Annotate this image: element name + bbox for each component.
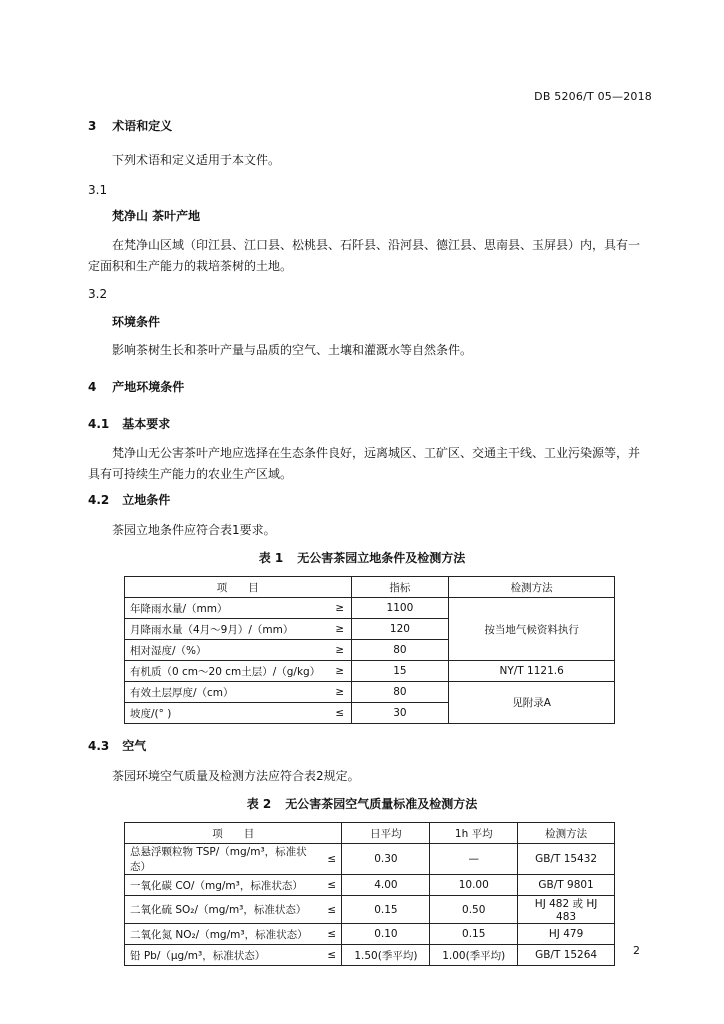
term-3-2-title: 环境条件 [112,315,161,329]
row-item: 坡度/(° ) [125,703,330,724]
row-method: GB/T 9801 [518,875,615,896]
term-3-2-definition: 影响茶树生长和茶叶产量与品质的空气、土壤和灌溉水等自然条件。 [112,343,473,357]
table-row [125,924,615,945]
table-row [125,844,615,875]
standard-code: DB 5206/T 05—2018 [534,90,652,103]
section-4-2-text: 茶园立地条件应符合表1要求。 [112,523,276,537]
header-item: 项 目 [125,823,342,844]
table-header-row [125,577,615,598]
section-number: 4.3 [88,739,110,753]
row-symbol: ≤ [322,896,342,924]
section-number: 4.1 [88,417,110,431]
section-3-intro: 下列术语和定义适用于本文件。 [112,153,281,167]
section-4-heading [88,377,184,397]
row-hourly: 1.00(季平均) [430,945,518,966]
section-title: 立地条件 [122,493,171,507]
caption-title: 无公害茶园立地条件及检测方法 [297,551,466,565]
section-number: 4 [88,380,97,394]
row-symbol: ≤ [322,844,342,875]
table-row [125,661,615,682]
row-symbol: ≥ [329,661,351,682]
caption-title: 无公害茶园空气质量标准及检测方法 [285,797,478,811]
table-row [125,598,615,619]
row-symbol: ≥ [329,682,351,703]
row-symbol: ≥ [329,640,351,661]
table-row [125,945,615,966]
row-daily: 4.00 [342,875,430,896]
row-item: 二氧化氮 NO₂/（mg/m³，标准状态） [125,924,322,945]
header-method: 检测方法 [449,577,615,598]
section-3-heading [88,116,172,136]
row-method: HJ 479 [518,924,615,945]
row-method: GB/T 15264 [518,945,615,966]
table-1 [124,576,615,724]
row-symbol: ≤ [329,703,351,724]
section-4-3-heading [88,736,146,756]
section-4-2-heading [88,490,170,510]
row-hourly: 0.50 [430,896,518,924]
section-title: 术语和定义 [112,119,173,133]
row-hourly: 10.00 [430,875,518,896]
section-4-1-heading [88,414,170,434]
row-item: 相对湿度/（%） [125,640,330,661]
term-3-1-title: 梵净山 茶叶产地 [112,209,201,223]
row-item: 月降雨水量（4月～9月）/（mm） [125,619,330,640]
header-index: 指标 [351,577,449,598]
term-3-2-number: 3.2 [88,287,108,301]
row-daily: 1.50(季平均) [342,945,430,966]
section-title: 基本要求 [122,417,171,431]
term-3-1-definition: 在梵净山区域（印江县、江口县、松桃县、石阡县、沿河县、德江县、思南县、玉屏县）内，具有一定面积和生产能力的栽培茶树的土地。 [88,238,641,273]
row-item: 年降雨水量/（mm） [125,598,330,619]
row-method: 见附录A [449,682,615,724]
section-title: 空气 [122,739,147,753]
row-value: 30 [351,703,449,724]
row-symbol: ≤ [322,924,342,945]
row-value: 80 [351,682,449,703]
row-symbol: ≤ [322,875,342,896]
row-daily: 0.15 [342,896,430,924]
section-4-1-text: 梵净山无公害茶叶产地应选择在生态条件良好，远离城区、工矿区、交通主干线、工业污染源等，并具有可持续生产能力的农业生产区域。 [88,446,641,481]
table-row [125,682,615,703]
row-item: 一氧化碳 CO/（mg/m³，标准状态） [125,875,322,896]
header-daily: 日平均 [342,823,430,844]
row-symbol: ≥ [329,598,351,619]
section-title: 产地环境条件 [112,380,185,394]
table-2-caption [0,795,724,812]
row-value: 80 [351,640,449,661]
row-method: GB/T 15432 [518,844,615,875]
term-3-1-number: 3.1 [88,183,108,197]
row-item: 有效土层厚度/（cm） [125,682,330,703]
header-method: 检测方法 [518,823,615,844]
row-item: 总悬浮颗粒物 TSP/（mg/m³，标准状态） [125,844,322,875]
row-value: 1100 [351,598,449,619]
row-item: 有机质（0 cm～20 cm土层）/（g/kg） [125,661,330,682]
row-symbol: ≤ [322,945,342,966]
table-2 [124,822,615,966]
page-number: 2 [633,944,640,957]
row-daily: 0.10 [342,924,430,945]
row-daily: 0.30 [342,844,430,875]
row-symbol: ≥ [329,619,351,640]
header-hourly: 1h 平均 [430,823,518,844]
section-number: 4.2 [88,493,110,507]
table-row [125,896,615,924]
row-hourly: — [430,844,518,875]
section-number: 3 [88,119,97,133]
row-method: NY/T 1121.6 [449,661,615,682]
table-header-row [125,823,615,844]
table-row [125,875,615,896]
caption-number: 表 1 [258,551,284,565]
section-4-3-text: 茶园环境空气质量及检测方法应符合表2规定。 [112,769,360,783]
row-value: 120 [351,619,449,640]
caption-number: 表 2 [246,797,272,811]
row-value: 15 [351,661,449,682]
header-item: 项 目 [125,577,352,598]
row-item: 二氧化硫 SO₂/（mg/m³，标准状态） [125,896,322,924]
table-1-caption [0,549,724,566]
row-hourly: 0.15 [430,924,518,945]
row-item: 铅 Pb/（μg/m³，标准状态） [125,945,322,966]
row-method: 按当地气候资料执行 [449,598,615,661]
row-method: HJ 482 或 HJ 483 [518,896,615,924]
